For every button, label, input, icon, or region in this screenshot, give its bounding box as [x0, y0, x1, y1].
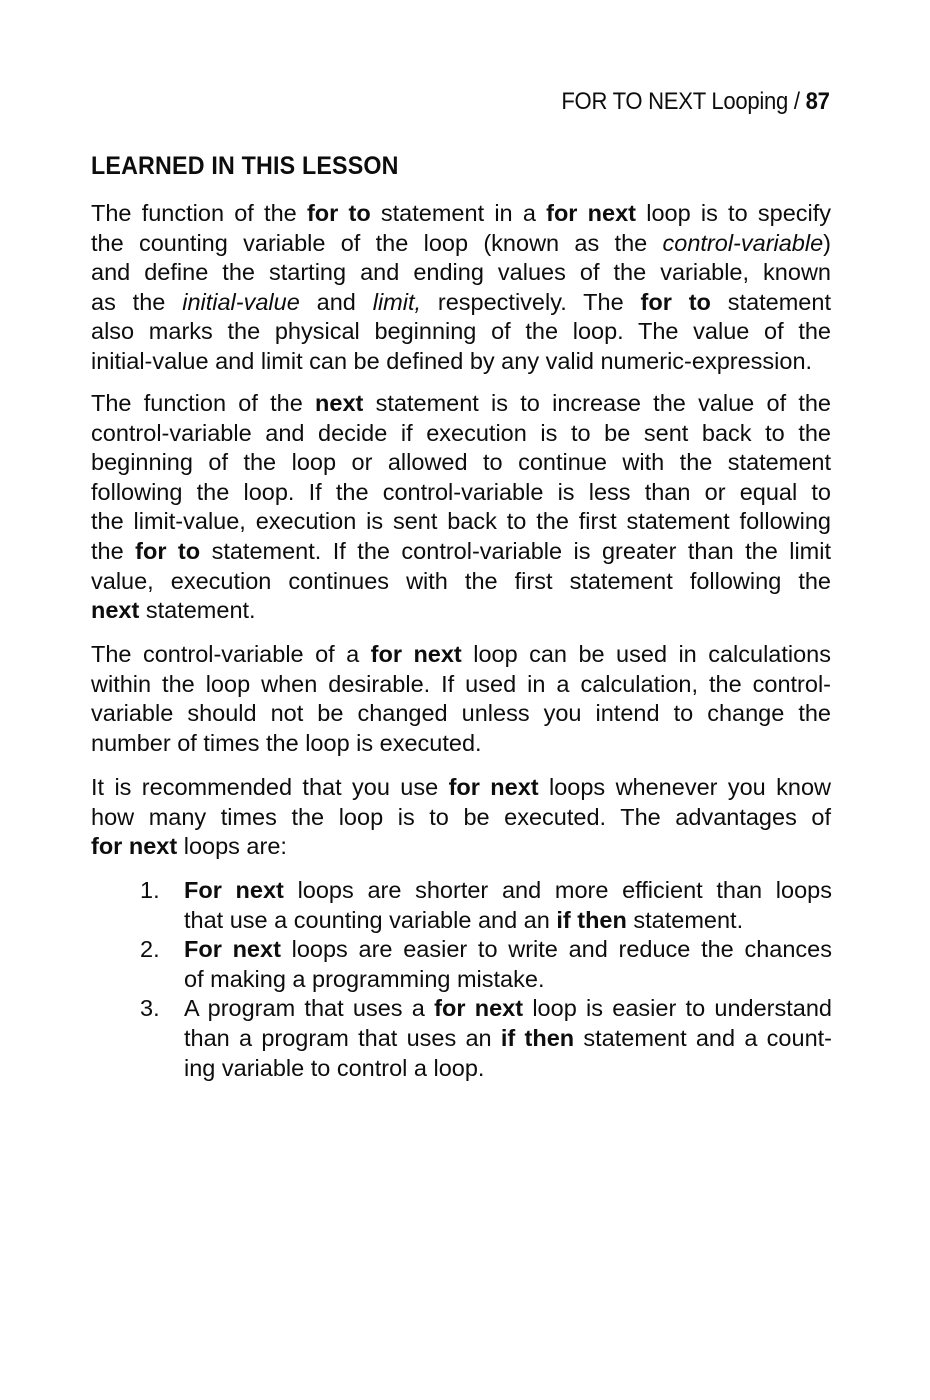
text-run: The function of the [91, 200, 307, 226]
text-run: statement and a count- [574, 1024, 832, 1051]
text-run: statement in a [370, 200, 547, 226]
list-number: 1. [140, 877, 160, 903]
text-run: statement is to increase the value of the [363, 390, 832, 416]
text-run: statement. [626, 906, 744, 933]
advantages-list [140, 876, 832, 1083]
list-item-text [184, 935, 832, 994]
text-run: the [91, 537, 136, 564]
text-line [184, 935, 832, 965]
running-header [562, 88, 830, 116]
text-run: initial-value and limit can be defined by any valid numeric-expression. [91, 347, 813, 374]
text-line [184, 906, 832, 936]
bold-keyword: next [315, 390, 364, 416]
text-run: loops are easier to write and reduce the chances [280, 936, 832, 963]
text-line [91, 537, 831, 567]
text-run: of making a programming mistake. [184, 965, 545, 992]
text-line [91, 699, 831, 729]
text-run: and define the starting and ending values of the variable, known [91, 259, 831, 286]
paragraph-control-variable-usage [91, 640, 831, 758]
running-title: FOR TO NEXT Looping / [561, 88, 806, 115]
text-line [91, 803, 831, 833]
text-run: statement. [139, 597, 256, 624]
paragraph-for-to-function [91, 199, 831, 377]
text-run: value, execution continues with the first statement following the [91, 567, 831, 594]
text-run: loop is to specify [636, 200, 832, 226]
text-line [91, 640, 831, 670]
paragraph-recommendation [91, 773, 831, 862]
section-heading: LEARNED IN THIS LESSON [91, 152, 399, 180]
bold-keyword: for next [546, 200, 636, 226]
text-run: control-variable and decide if execution is to be sent back to the [91, 419, 831, 446]
italic-term: limit, [372, 288, 422, 315]
text-line [184, 1024, 832, 1054]
list-item-text [184, 876, 832, 935]
page-number: 87 [805, 88, 830, 115]
list-item-text [184, 994, 832, 1083]
text-run: following the loop. If the control-variable is less than or equal to [91, 478, 831, 505]
bold-keyword: for to [640, 288, 711, 315]
bold-keyword: if then [556, 906, 627, 933]
text-run: than a program that uses an [184, 1024, 501, 1051]
text-line [184, 876, 832, 906]
text-run: also marks the physical beginning of the loop. The value of the [91, 318, 831, 345]
list-item [140, 935, 832, 994]
text-line [91, 596, 831, 626]
text-line [184, 994, 832, 1024]
list-item [140, 876, 832, 935]
text-run: beginning of the loop or allowed to continue with the statement [91, 449, 831, 476]
bold-keyword: next [91, 597, 140, 624]
text-run: ) [823, 229, 831, 256]
text-line [91, 419, 831, 449]
text-line [184, 1054, 832, 1084]
text-run: that use a counting variable and an [184, 906, 557, 933]
text-run: loop is easier to understand [523, 995, 832, 1022]
text-run: loop can be used in calculations [461, 641, 832, 667]
bold-keyword: if then [500, 1024, 575, 1051]
text-line [91, 773, 831, 803]
text-run: loops are shorter and more efficient than loops [283, 877, 832, 903]
bold-keyword: for to [306, 200, 371, 226]
italic-term: control-variable [662, 229, 824, 256]
bold-keyword: For next [184, 936, 281, 963]
text-line [91, 507, 831, 537]
text-line [91, 567, 831, 597]
bold-keyword: for next [448, 774, 539, 800]
text-line [91, 832, 831, 862]
text-run: the limit-value, execution is sent back to the first statement following [91, 508, 831, 535]
text-run: The control-variable of a [91, 641, 371, 667]
text-line [91, 478, 831, 508]
bold-keyword: for to [135, 537, 201, 564]
text-line [91, 448, 831, 478]
text-run: and [299, 288, 373, 315]
text-run: the counting variable of the loop (known as the [91, 229, 663, 256]
bold-keyword: for next [91, 833, 178, 860]
list-number: 3. [140, 995, 160, 1022]
text-run: statement [710, 288, 831, 315]
text-run: statement. If the control-variable is greater than the limit [200, 537, 832, 564]
italic-term: initial-value [182, 288, 300, 315]
text-line [91, 670, 831, 700]
text-run: variable should not be changed unless you intend to change the [91, 700, 831, 727]
text-run: ing variable to control a loop. [184, 1054, 485, 1081]
text-line [91, 729, 831, 759]
text-line [91, 288, 831, 318]
list-number: 2. [140, 936, 160, 963]
text-run: loops are: [177, 833, 287, 860]
text-line [91, 389, 831, 419]
text-run: within the loop when desirable. If used in a calculation, the control- [91, 670, 831, 697]
text-line [91, 317, 831, 347]
text-run: loops whenever you know [538, 774, 831, 800]
text-run: It is recommended that you use [91, 774, 449, 800]
bold-keyword: for next [370, 641, 462, 667]
text-run: number of times the loop is executed. [91, 729, 482, 756]
bold-keyword: For next [184, 877, 284, 903]
text-run: how many times the loop is to be executed. The advantages of [91, 803, 831, 830]
text-run: A program that uses a [184, 995, 435, 1022]
text-run: as the [91, 288, 183, 315]
text-line [91, 347, 831, 377]
text-line [91, 199, 831, 229]
paragraph-next-function [91, 389, 831, 626]
text-line [184, 965, 832, 995]
bold-keyword: for next [434, 995, 524, 1022]
text-line [91, 258, 831, 288]
text-run: The function of the [91, 390, 316, 416]
text-line [91, 229, 831, 259]
text-run: respectively. The [421, 288, 641, 315]
list-item [140, 994, 832, 1083]
